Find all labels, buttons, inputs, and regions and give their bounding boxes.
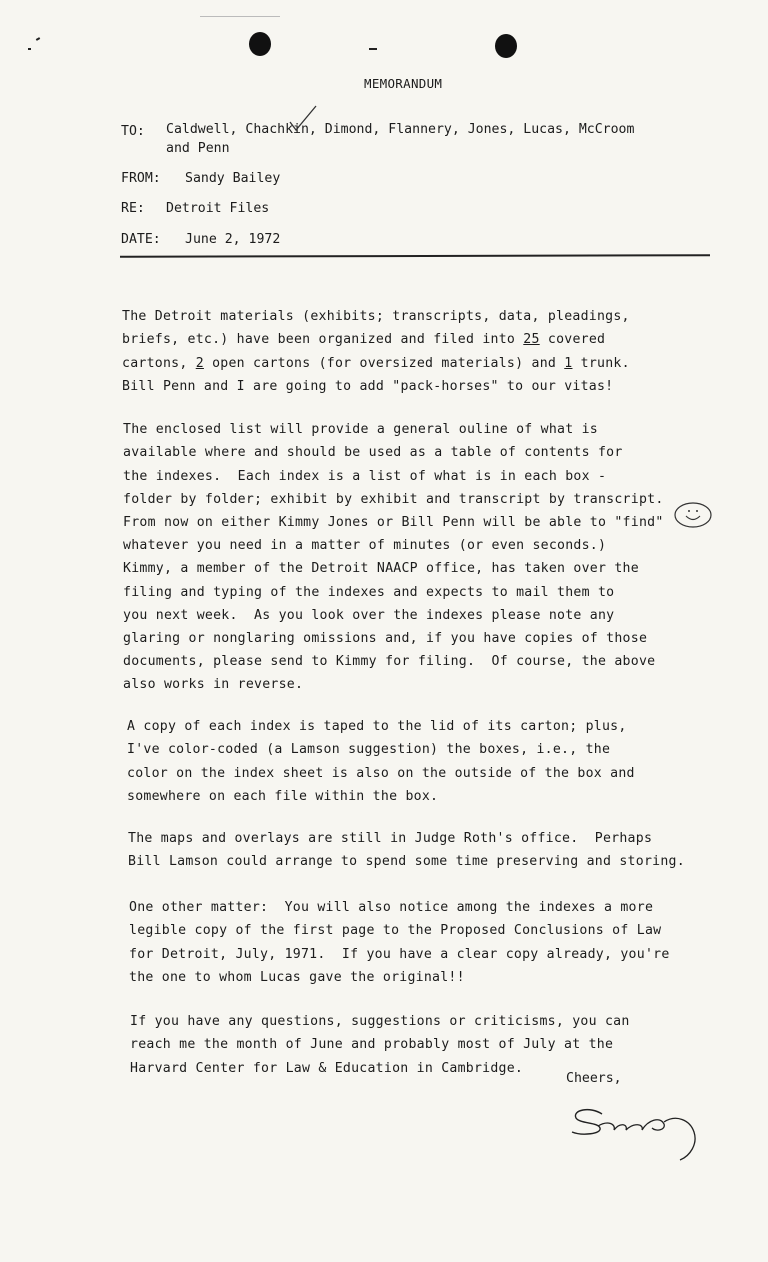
text-line: The maps and overlays are still in Judge Roth's office. Perhaps (128, 831, 653, 847)
text-segment: trunk. (572, 355, 630, 371)
checkmark-icon (288, 104, 318, 132)
text-line: documents, please send to Kimmy for filing. Of course, the above (123, 654, 656, 670)
header-divider (120, 254, 710, 257)
from-label: FROM: (121, 171, 161, 186)
text-line: for Detroit, July, 1971. If you have a clear copy already, you're (129, 946, 670, 962)
to-line-2: and Penn (166, 141, 230, 156)
text-line: Bill Lamson could arrange to spend some time preserving and storing. (128, 854, 685, 870)
text-line: glaring or nonglaring omissions and, if you have copies of those (123, 631, 648, 647)
text-line: legible copy of the first page to the Proposed Conclusions of Law (129, 923, 662, 939)
text-segment: briefs, etc.) have been organized and filed into (122, 332, 524, 348)
text-line: filing and typing of the indexes and expects to mail them to (123, 584, 615, 600)
text-line: The enclosed list will provide a general ouline of what is (123, 422, 598, 438)
punch-hole-left (249, 32, 271, 56)
text-line: Harvard Center for Law & Education in Cambridge. (130, 1060, 524, 1076)
from-value: Sandy Bailey (185, 171, 281, 186)
text-line: Kimmy, a member of the Detroit NAACP office, has taken over the (123, 561, 639, 577)
to-label: TO: (121, 124, 145, 139)
text-segment: covered (539, 332, 606, 348)
signature (568, 1102, 703, 1164)
text-line: also works in reverse. (123, 677, 304, 693)
text-line: reach me the month of June and probably most of July at the (130, 1037, 614, 1053)
text-line: whatever you need in a matter of minutes (or even seconds.) (123, 538, 607, 554)
smiley-face-icon (672, 500, 714, 530)
memo-title: MEMORANDUM (364, 76, 443, 91)
text-line (122, 328, 630, 351)
count-trunk: 1 (564, 355, 573, 371)
paragraph-2 (123, 395, 664, 720)
re-value: Detroit Files (166, 201, 270, 216)
count-open-cartons: 2 (195, 355, 204, 371)
text-line: the one to whom Lucas gave the original!! (129, 969, 465, 985)
text-line: The Detroit materials (exhibits; transcripts, data, pleadings, (122, 309, 630, 325)
text-line: color on the index sheet is also on the outside of the box and (127, 765, 635, 781)
punch-hole-right (495, 34, 517, 58)
text-line: folder by folder; exhibit by exhibit and transcript by transcript. (123, 491, 664, 507)
text-line: the indexes. Each index is a list of what is in each box - (123, 468, 607, 484)
text-line: If you have any questions, suggestions or criticisms, you can (130, 1014, 630, 1030)
speck (369, 48, 377, 50)
text-line: A copy of each index is taped to the lid of its carton; plus, (127, 719, 627, 735)
text-segment: open cartons (for oversized materials) and (203, 355, 565, 371)
paragraph-6 (130, 987, 630, 1103)
count-covered-cartons: 25 (523, 332, 540, 348)
text-line (122, 352, 630, 375)
text-line: From now on either Kimmy Jones or Bill Penn will be able to "find" (123, 515, 664, 531)
text-line: available where and should be used as a table of contents for (123, 445, 623, 461)
speck (36, 37, 40, 41)
text-line: I've color-coded (a Lamson suggestion) the boxes, i.e., the (127, 742, 611, 758)
speck (28, 48, 31, 50)
date-label: DATE: (121, 232, 161, 247)
speck (200, 16, 280, 17)
text-line: One other matter: You will also notice among the indexes a more (129, 900, 654, 916)
text-line: you next week. As you look over the indexes please note any (123, 607, 615, 623)
text-line: somewhere on each file within the box. (127, 788, 439, 804)
text-segment: cartons, (122, 355, 196, 371)
to-line-1: Caldwell, Chachkin, Dimond, Flannery, Jones, Lucas, McCroom (166, 122, 635, 137)
re-label: RE: (121, 201, 145, 216)
date-value: June 2, 1972 (185, 232, 281, 247)
text-line: Bill Penn and I are going to add "pack-horses" to our vitas! (122, 378, 614, 394)
closing: Cheers, (566, 1071, 622, 1086)
